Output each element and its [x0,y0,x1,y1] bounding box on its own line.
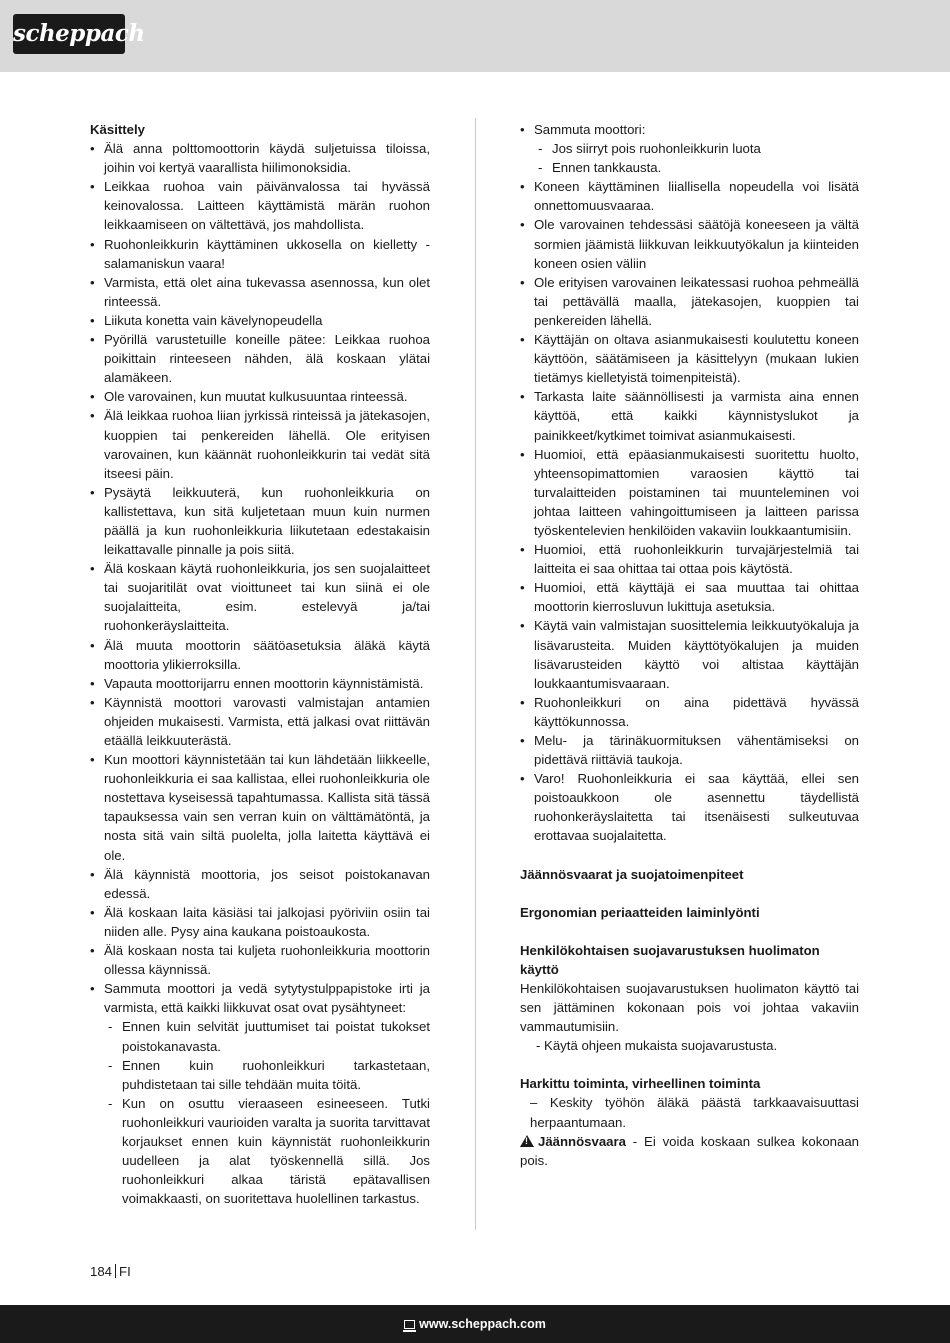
list-item-text: Varmista, että olet aina tukevassa asennossa, kun olet rinteessä. [104,274,430,309]
list-item-text: Vapauta moottorijarru ennen moottorin käynnistämistä. [104,675,424,691]
ppe-instruction: - Käytä ohjeen mukaista suojavarustusta. [536,1038,778,1054]
list-item [90,559,430,635]
bullet-icon: • [90,561,95,577]
list-item-text: Älä käynnistä moottoria, jos seisot poistokanavan edessä. [104,866,430,901]
list-item-text: Liikuta konetta vain kävelynopeudella [104,312,323,328]
right-column [520,120,859,1170]
bullet-icon: • [520,446,525,462]
bullet-icon: • [90,981,95,997]
list-item [90,483,430,559]
bullet-icon: • [90,141,95,157]
bullet-icon: • [90,332,95,348]
website-url[interactable]: www.scheppach.com [419,1317,546,1331]
column-divider [475,118,476,1230]
bullet-icon: • [520,694,525,710]
bullet-icon: • [90,408,95,424]
list-item [520,445,859,540]
sub-list-item [108,1017,430,1055]
list-item [90,330,430,387]
list-item [90,865,430,903]
list-item-text: Melu- ja tärinäkuormituksen vähentämiseksi on pidettävä riittäviä taukoja. [534,733,859,768]
heading-ppe: Henkilökohtaisen suojavarustuksen huolimaton käyttö [520,942,820,977]
bullet-icon: • [520,733,525,748]
list-item [520,540,859,578]
list-item [520,616,859,692]
list-item-text: Huomioi, että epäasianmukaisesti suoritettu huolto, yhteensopimattomien varaosien käyttö tai turvalaitteiden poistaminen tai muunteleminen voi johtaa laitteen vahingoittumiseen ja laitteen parissa työskentelevien henkilöiden vakaviin loukkaantumisiin. [534,446,859,538]
list-item-text: Huomioi, että käyttäjä ei saa muuttaa tai ohittaa moottorin kierrosluvun lukittuja asetuksia. [534,580,859,615]
list-item [90,941,430,979]
footer-bar [0,1305,950,1343]
dash-icon: - [538,160,543,176]
list-item [520,387,859,444]
bullet-icon: • [520,122,525,137]
list-item-text: Ruohonleikkurin käyttäminen ukkosella on kielletty - salamaniskun vaara! [104,236,430,271]
list-item-text: Sammuta moottori: [534,122,646,137]
bullet-icon: • [90,943,95,959]
bullet-icon: • [520,542,525,558]
list-item-text: Ole erityisen varovainen leikatessasi ruohoa pehmeällä tai pettävällä maalla, jätekasojen, kuoppien tai penkereiden lähellä. [534,274,859,328]
sub-list-item-text: Ennen kuin ruohonleikkuri tarkastetaan, puhdistetaan tai sille tehdään muita töitä. [122,1057,430,1092]
list-item-text: Huomioi, että ruohonleikkurin turvajärjestelmiä tai laitteita ei saa ohittaa tai ottaa pois käytöstä. [534,542,859,577]
bullet-icon: • [520,217,525,233]
dash-icon: - [538,141,543,157]
sub-list-item-text: Kun on osuttu vieraaseen esineeseen. Tutki ruohonleikkuri vaurioiden varalta ja suorita tarvittavat korjaukset ennen kuin käynnistät ruohonleikkurin uudelleen ja alat työskennellä sillä. Jos ruohonleikkuri alkaa täristä epätavallisen voimakkaasti, on suoritettava huolellinen tarkastus. [122,1095,430,1207]
bullet-icon: • [90,312,95,328]
list-item-text: Ole varovainen tehdessäsi säätöjä koneeseen ja vältä sormien jäämistä liikkuvan leikkuutyökalun ja kiinteiden koneen osien väliin [534,217,859,271]
list-item-text: Leikkaa ruohoa vain päivänvalossa tai hyvässä keinovalossa. Laitteen käyttämistä märän ruohon leikkaamiseen on vältettävä, jos mahdollista. [104,179,430,233]
residual-risk-text: - Ei voida koskaan sulkea kokonaan pois. [520,1133,859,1168]
bullet-icon: • [90,637,95,653]
bullet-icon: • [90,752,95,768]
list-item-text: Pysäytä leikkuuterä, kun ruohonleikkuria on kallistettava, kun sitä kuljetetaan muun kuin nurmen päällä ja kun ruohonleikkuria liikutetaan edestakaisin leikattavalle pinnalle ja pois siitä. [104,484,430,558]
bullet-icon: • [90,484,95,500]
sub-list-item [538,158,859,177]
list-item [520,273,859,330]
list-item-text: Käynnistä moottori varovasti valmistajan antamien ohjeiden mukaisesti. Varmista, että jalkasi ovat riittävän etäällä leikkuuterästä. [104,694,430,748]
bullet-icon: • [520,332,525,348]
list-item [90,235,430,273]
left-column [90,120,430,1208]
bullet-icon: • [90,179,95,195]
sub-list [534,139,859,177]
left-bullet-list [90,139,430,1208]
page-number-value: 184 [90,1264,113,1279]
list-item-text: Älä leikkaa ruohoa liian jyrkissä rinteissä ja jätekasojen, kuoppien tai penkereiden lähellä. Ole erityisen varovainen, kun käännät ruohonleikkurin tai vedät sitä itseesi päin. [104,408,430,481]
sub-list [104,1017,430,1208]
sub-list-item [108,1056,430,1094]
list-item [90,903,430,941]
bullet-icon: • [90,389,95,405]
sub-list-item-text: Ennen kuin selvität juuttumiset tai poistat tukokset poistokanavasta. [122,1019,430,1054]
warning-icon [520,1135,534,1147]
list-item-text: Sammuta moottori ja vedä sytytystulppapistoke irti ja varmista, että kaikki liikkuvat osat ovat pysähtyneet: [104,981,430,1016]
sub-list-item-text: Ennen tankkausta. [552,160,662,176]
list-item-text: Älä koskaan käytä ruohonleikkuria, jos sen suojalaitteet tai suojaritilät ovat vioittuneet tai kun siinä ei ole suojalaitteita, esim. estelevyä ja/tai ruohonkeräyslaitteita. [104,561,430,634]
sub-list-item-text: Jos siirryt pois ruohonleikkurin luota [552,141,761,157]
bullet-icon: • [520,389,525,405]
heading-residual-risks: Jäännösvaarat ja suojatoimenpiteet [520,866,744,882]
list-item [90,273,430,311]
bullet-icon: • [90,866,95,882]
dash-icon: - [108,1095,113,1111]
list-item-text: Käytä vain valmistajan suosittelemia leikkuutyökaluja ja lisävarusteita. Muiden käyttötyökalujen ja muiden lisävarusteiden käyttö voi altistaa käyttäjän loukkaantumisvaaraan. [534,618,859,691]
list-item-text: Varo! Ruohonleikkuria ei saa käyttää, ellei sen poistoaukkoon ole asennettu täydellistä ruohonkeräyslaitetta tai itsenäisesti sulkeutuvaa erottavaa suojalaitetta. [534,771,859,844]
list-item [520,769,859,845]
ppe-paragraph: Henkilökohtaisen suojavarustuksen huolimaton käyttö tai sen jättäminen kokonaan pois voi johtaa vakaviin vammautumisiin. [520,980,859,1035]
dash-icon: - [108,1057,113,1073]
list-item [520,120,859,177]
list-item [520,731,859,769]
list-item [90,674,430,693]
list-item-text: Älä koskaan nosta tai kuljeta ruohonleikkuria moottorin ollessa käynnissä. [104,943,430,978]
sub-list-item [538,139,859,158]
list-item [90,177,430,234]
bullet-icon: • [520,580,525,596]
heading-human-behavior: Harkittu toiminta, virheellinen toiminta [520,1076,761,1092]
bullet-icon: • [90,274,95,290]
scheppach-logo: scheppach [13,14,125,54]
list-item-text: Tarkasta laite säännöllisesti ja varmista aina ennen käyttöä, että kaikki käynnistyslukot ja painikkeet/kytkimet toimivat asianmukaisesti. [534,389,859,443]
list-item-text: Ruohonleikkuri on aina pidettävä hyvässä käyttökunnossa. [534,694,859,729]
list-item [90,406,430,482]
list-item [520,578,859,616]
monitor-icon [404,1320,415,1329]
list-item [520,215,859,272]
human-behavior-instruction: – Keskity työhön äläkä päästä tarkkaavaisuuttasi herpaantumaan. [530,1095,859,1130]
list-item [90,387,430,406]
list-item-text: Ole varovainen, kun muutat kulkusuuntaa rinteessä. [104,389,408,405]
list-item [520,177,859,215]
heading-ergonomics: Ergonomian periaatteiden laiminlyönti [520,904,760,920]
bullet-icon: • [90,236,95,252]
list-item [90,311,430,330]
dash-icon: - [108,1019,113,1035]
footer-website[interactable] [0,1305,950,1343]
bullet-icon: • [90,904,95,920]
list-item [520,330,859,387]
list-item-text: Kun moottori käynnistetään tai kun lähdetään liikkeelle, ruohonleikkuria ei saa kallistaa, ellei ruohonleikkuria ole nostettava kyseisessä tapahtumassa. Kallista sitä tässä tapauksessa vain sen verran kuin on välttämätöntä, ja nosta sitä vain siltä puolelta, jolla laitetta käyttävä ei ole. [104,752,430,863]
bullet-icon: • [90,694,95,710]
language-code: FI [119,1264,131,1279]
residual-risk-label: Jäännösvaara [538,1133,626,1149]
bullet-icon: • [520,179,525,195]
list-item-text: Koneen käyttäminen liiallisella nopeudella voi lisätä onnettomuusvaaraa. [534,179,859,214]
section-heading-handling: Käsittely [90,122,145,137]
list-item [90,693,430,750]
list-item [90,750,430,865]
list-item-text: Älä koskaan laita käsiäsi tai jalkojasi pyöriviin osiin tai niiden alle. Pysy aina kaukana poistoaukosta. [104,904,430,939]
list-item-text: Älä muuta moottorin säätöasetuksia äläkä käytä moottoria ylikierroksilla. [104,637,430,672]
sub-list-item [108,1094,430,1209]
page-number [90,1264,131,1279]
list-item-text: Käyttäjän on oltava asianmukaisesti koulutettu koneen käyttöön, säätämiseen ja käsittelyyn (mukaan lukien tietämys kielletyistä toimenpiteistä). [534,332,859,386]
list-item [90,979,430,1208]
bullet-icon: • [90,675,95,691]
list-item-text: Pyörillä varustetuille koneille pätee: Leikkaa ruohoa poikittain rinteeseen nähden, älä koskaan ylätai alamäkeen. [104,332,430,386]
right-bullet-list [520,120,859,846]
list-item-text: Älä anna polttomoottorin käydä suljetuissa tiloissa, joihin voi kertyä vaarallista hiilimonoksidia. [104,141,430,176]
residual-risk-note [520,1132,859,1170]
bullet-icon: • [520,274,525,290]
list-item [520,693,859,731]
list-item [90,139,430,177]
bullet-icon: • [520,618,525,634]
list-item [90,636,430,674]
bullet-icon: • [520,771,525,787]
